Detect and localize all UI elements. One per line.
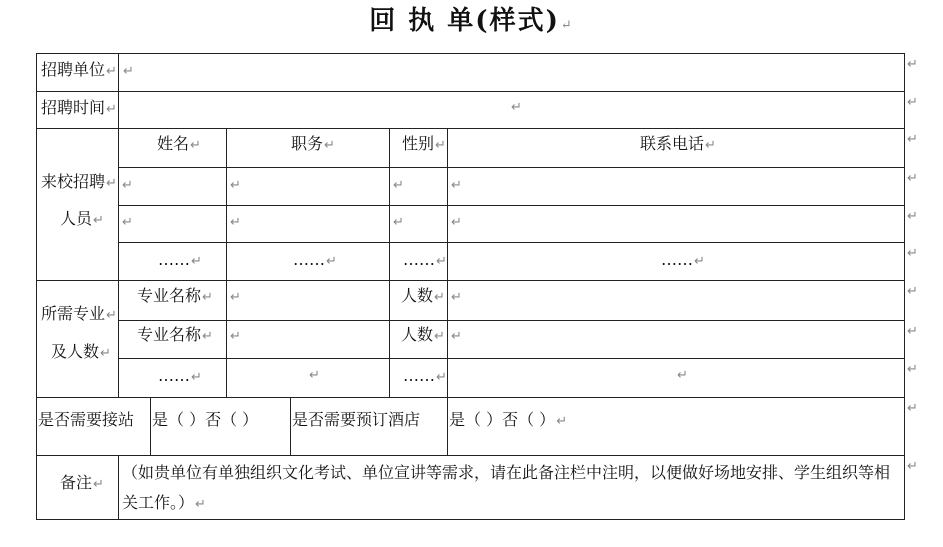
major-label: 所需专业↵ bbox=[41, 304, 117, 323]
column-divider bbox=[389, 128, 390, 397]
table-border-right bbox=[904, 53, 905, 519]
row-divider bbox=[36, 397, 905, 398]
row-divider bbox=[36, 455, 905, 456]
row-end-mark: ↵ bbox=[907, 95, 918, 110]
column-divider bbox=[118, 53, 119, 397]
column-divider bbox=[118, 455, 119, 519]
row-end-mark: ↵ bbox=[907, 324, 918, 339]
staff-row2-gender[interactable]: ↵ bbox=[393, 215, 404, 230]
major-name-label-2: 专业名称↵ bbox=[137, 325, 213, 344]
staff-ellipsis-name: ……↵ bbox=[158, 250, 202, 269]
staff-row2-name[interactable]: ↵ bbox=[122, 215, 133, 230]
staff-row2-phone[interactable]: ↵ bbox=[451, 215, 462, 230]
staff-row1-position[interactable]: ↵ bbox=[230, 178, 241, 193]
remarks-label: 备注↵ bbox=[60, 473, 104, 492]
row-end-mark: ↵ bbox=[907, 246, 918, 261]
staff-label: 来校招聘↵ bbox=[41, 172, 117, 191]
major-ellipsis-blank2: ↵ bbox=[677, 368, 688, 383]
row-end-mark: ↵ bbox=[907, 209, 918, 224]
time-field[interactable]: ↵ bbox=[511, 100, 522, 115]
row-divider bbox=[36, 280, 905, 281]
staff-row1-gender[interactable]: ↵ bbox=[393, 178, 404, 193]
row-end-mark: ↵ bbox=[907, 362, 918, 377]
major-count-label-2: 人数↵ bbox=[401, 325, 445, 344]
staff-ellipsis-position: ……↵ bbox=[293, 250, 337, 269]
row-end-mark: ↵ bbox=[907, 132, 918, 147]
column-divider bbox=[447, 128, 448, 455]
major-name-label-1: 专业名称↵ bbox=[137, 286, 213, 305]
row-end-mark: ↵ bbox=[907, 171, 918, 186]
major-ellipsis-blank: ↵ bbox=[309, 368, 320, 383]
document-title: 回 执 单(样式)↵ bbox=[369, 6, 574, 36]
major-count-label-1: 人数↵ bbox=[401, 286, 445, 305]
major-count-field-1[interactable]: ↵ bbox=[451, 290, 462, 305]
column-divider bbox=[226, 128, 227, 397]
row-end-mark: ↵ bbox=[907, 284, 918, 299]
staff-ellipsis-phone: ……↵ bbox=[661, 250, 705, 269]
table-border-top bbox=[36, 53, 905, 54]
row-end-mark: ↵ bbox=[907, 459, 918, 474]
major-name-field-1[interactable]: ↵ bbox=[230, 290, 241, 305]
header-phone: 联系电话↵ bbox=[640, 134, 716, 153]
major-ellipsis-count: ……↵ bbox=[403, 366, 447, 385]
pickup-label: 是否需要接站 bbox=[38, 410, 135, 429]
row-divider bbox=[36, 128, 905, 129]
table-border-left bbox=[36, 53, 37, 519]
header-position: 职务↵ bbox=[291, 134, 335, 153]
column-divider bbox=[290, 397, 291, 455]
major-name-field-2[interactable]: ↵ bbox=[230, 329, 241, 344]
major-count-field-2[interactable]: ↵ bbox=[451, 329, 462, 344]
row-divider bbox=[118, 167, 905, 168]
time-label: 招聘时间↵ bbox=[41, 98, 117, 117]
row-divider bbox=[118, 242, 905, 243]
header-gender: 性别↵ bbox=[402, 134, 446, 153]
major-label-line2: 及人数↵ bbox=[51, 342, 111, 361]
row-divider bbox=[118, 320, 905, 321]
header-name: 姓名↵ bbox=[157, 134, 201, 153]
hotel-options[interactable]: 是（ ）否（ ）↵ bbox=[449, 410, 568, 429]
staff-ellipsis-gender: ……↵ bbox=[403, 250, 447, 269]
unit-field[interactable]: ↵ bbox=[123, 64, 134, 79]
unit-label: 招聘单位↵ bbox=[41, 60, 117, 79]
row-divider bbox=[118, 205, 905, 206]
staff-row1-phone[interactable]: ↵ bbox=[451, 178, 462, 193]
column-divider bbox=[150, 397, 151, 455]
remarks-text[interactable]: （如贵单位有单独组织文化考试、单位宣讲等需求，请在此备注栏中注明，以便做好场地安排、学生组织等相关工作。）↵ bbox=[122, 463, 891, 512]
major-ellipsis-name: ……↵ bbox=[158, 366, 202, 385]
row-end-mark: ↵ bbox=[907, 57, 918, 72]
staff-row1-name[interactable]: ↵ bbox=[122, 178, 133, 193]
row-divider bbox=[118, 358, 905, 359]
row-divider bbox=[36, 91, 905, 92]
staff-label-line2: 人员↵ bbox=[60, 209, 104, 228]
pickup-options[interactable]: 是（ ）否（ ） bbox=[152, 410, 259, 429]
row-end-mark: ↵ bbox=[907, 401, 918, 416]
staff-row2-position[interactable]: ↵ bbox=[230, 215, 241, 230]
hotel-label: 是否需要预订酒店 bbox=[292, 410, 421, 429]
